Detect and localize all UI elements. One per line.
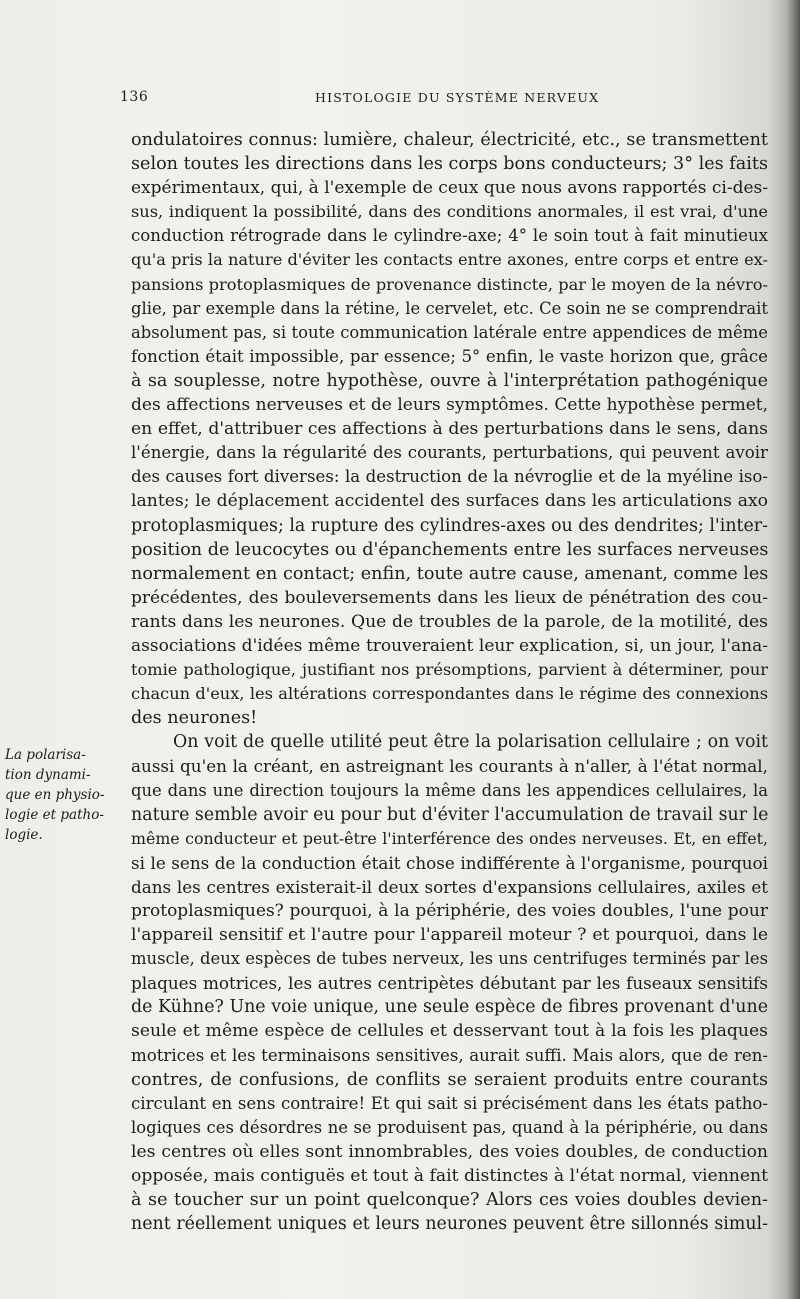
text-line: normalement en contact; enfin, toute autre cause, amenant, comme les <box>131 563 768 584</box>
text-line: que dans une direction toujours la même dans les appendices cellulaires, la <box>131 780 768 800</box>
text-line: position de leucocytes ou d'épanchements entre les surfaces nerveuses <box>131 539 768 560</box>
text-line: absolument pas, si toute communication latérale entre appendices de même <box>131 322 768 342</box>
margin-note <box>5 745 115 845</box>
text-line: nature semble avoir eu pour but d'éviter l'accumulation de travail sur le <box>131 804 768 825</box>
margin-note-line: La polarisa- <box>5 747 86 763</box>
text-line: pansions protoplasmiques de provenance distincte, par le moyen de la névro- <box>131 274 768 294</box>
text-line: l'énergie, dans la régularité des courants, perturbations, qui peuvent avoir <box>131 443 768 463</box>
text-line: en effet, d'attribuer ces affections à des perturbations dans le sens, dans <box>131 419 768 440</box>
text-line: rants dans les neurones. Que de troubles de la parole, de la motilité, des <box>131 611 768 632</box>
text-line: à sa souplesse, notre hypothèse, ouvre à l'interprétation pathogénique <box>131 370 768 391</box>
text-line: protoplasmiques? pourquoi, à la périphérie, des voies doubles, l'une pour <box>131 901 768 921</box>
running-title: HISTOLOGIE DU SYSTÈME NERVEUX <box>315 90 600 105</box>
text-line: muscle, deux espèces de tubes nerveux, les uns centrifuges terminés par les <box>131 949 768 969</box>
body-text <box>131 128 768 1236</box>
text-line: tomie pathologique, justifiant nos présomptions, parvient à déterminer, pour <box>131 660 768 680</box>
paragraph-end-line: des neurones! <box>131 708 258 729</box>
text-line: fonction était impossible, par essence; 5° enfin, le vaste horizon que, grâce <box>131 346 768 366</box>
text-line: ondulatoires connus: lumière, chaleur, électricité, etc., se transmettent <box>131 130 768 150</box>
text-line: expérimentaux, qui, à l'exemple de ceux que nous avons rapportés ci-des- <box>131 178 768 199</box>
text-line: chacun d'eux, les altérations correspondantes dans le régime des connexions <box>131 684 768 704</box>
text-line: l'appareil sensitif et l'autre pour l'appareil moteur ? et pourquoi, dans le <box>131 925 768 946</box>
page-number: 136 <box>120 89 149 105</box>
text-line: logiques ces désordres ne se produisent pas, quand à la périphérie, ou dans <box>131 1117 768 1137</box>
text-line: à se toucher sur un point quelconque? Alors ces voies doubles devien- <box>131 1190 768 1211</box>
text-line: seule et même espèce de cellules et desservant tout à la fois les plaques <box>131 1021 768 1042</box>
text-line: circulant en sens contraire! Et qui sait si précisément dans les états patho- <box>131 1093 768 1113</box>
text-line: même conducteur et peut-être l'interférence des ondes nerveuses. Et, en effet, <box>131 828 768 848</box>
text-line: qu'a pris la nature d'éviter les contacts entre axones, entre corps et entre ex- <box>131 250 768 270</box>
text-line: les centres où elles sont innombrables, des voies doubles, de conduction <box>131 1141 768 1162</box>
text-line: si le sens de la conduction était chose indifférente à l'organisme, pourquoi <box>131 852 768 873</box>
text-line: conduction rétrograde dans le cylindre-axe; 4° le soin tout à fait minutieux <box>131 226 768 246</box>
page-edge-shadow <box>786 0 800 1299</box>
margin-note-line: que en physio- <box>5 787 105 803</box>
text-line: précédentes, des bouleversements dans les lieux de pénétration des cou- <box>131 587 768 608</box>
text-line: contres, de confusions, de conflits se seraient produits entre courants <box>131 1069 768 1090</box>
text-line: dans les centres existerait-il deux sortes d'expansions cellulaires, axiles et <box>131 876 768 897</box>
text-line: de Kühne? Une voie unique, une seule espèce de fibres provenant d'une <box>131 997 768 1018</box>
text-line: des causes fort diverses: la destruction de la névroglie et de la myéline iso- <box>131 467 768 487</box>
text-line: motrices et les terminaisons sensitives, aurait suffi. Mais alors, que de ren- <box>131 1045 768 1065</box>
text-line: sus, indiquent la possibilité, dans des conditions anormales, il est vrai, d'une <box>131 202 768 222</box>
text-line: plaques motrices, les autres centripètes débutant par les fuseaux sensitifs <box>131 973 768 994</box>
text-line: nent réellement uniques et leurs neurones peuvent être sillonnés simul- <box>131 1214 768 1235</box>
text-line: opposée, mais contiguës et tout à fait distinctes à l'état normal, viennent <box>131 1166 768 1187</box>
text-line: selon toutes les directions dans les corps bons conducteurs; 3° les faits <box>131 154 768 175</box>
margin-note-line: logie et patho- <box>5 807 104 823</box>
page-header <box>120 89 770 111</box>
margin-note-line: logie. <box>5 827 43 843</box>
margin-note-line: tion dynami- <box>5 767 91 783</box>
text-line: glie, par exemple dans la rétine, le cervelet, etc. Ce soin ne se comprendrait <box>131 298 768 318</box>
text-line: lantes; le déplacement accidentel des surfaces dans les articulations axo <box>131 491 768 512</box>
text-line: associations d'idées même trouveraient leur explication, si, un jour, l'ana- <box>131 635 768 656</box>
text-line: aussi qu'en la créant, en astreignant les courants à n'aller, à l'état normal, <box>131 756 768 777</box>
text-line: des affections nerveuses et de leurs symptômes. Cette hypothèse permet, <box>131 395 768 416</box>
paragraph-start-line: On voit de quelle utilité peut être la polarisation cellulaire ; on voit <box>173 732 768 753</box>
text-line: protoplasmiques; la rupture des cylindres-axes ou des dendrites; l'inter- <box>131 515 768 536</box>
